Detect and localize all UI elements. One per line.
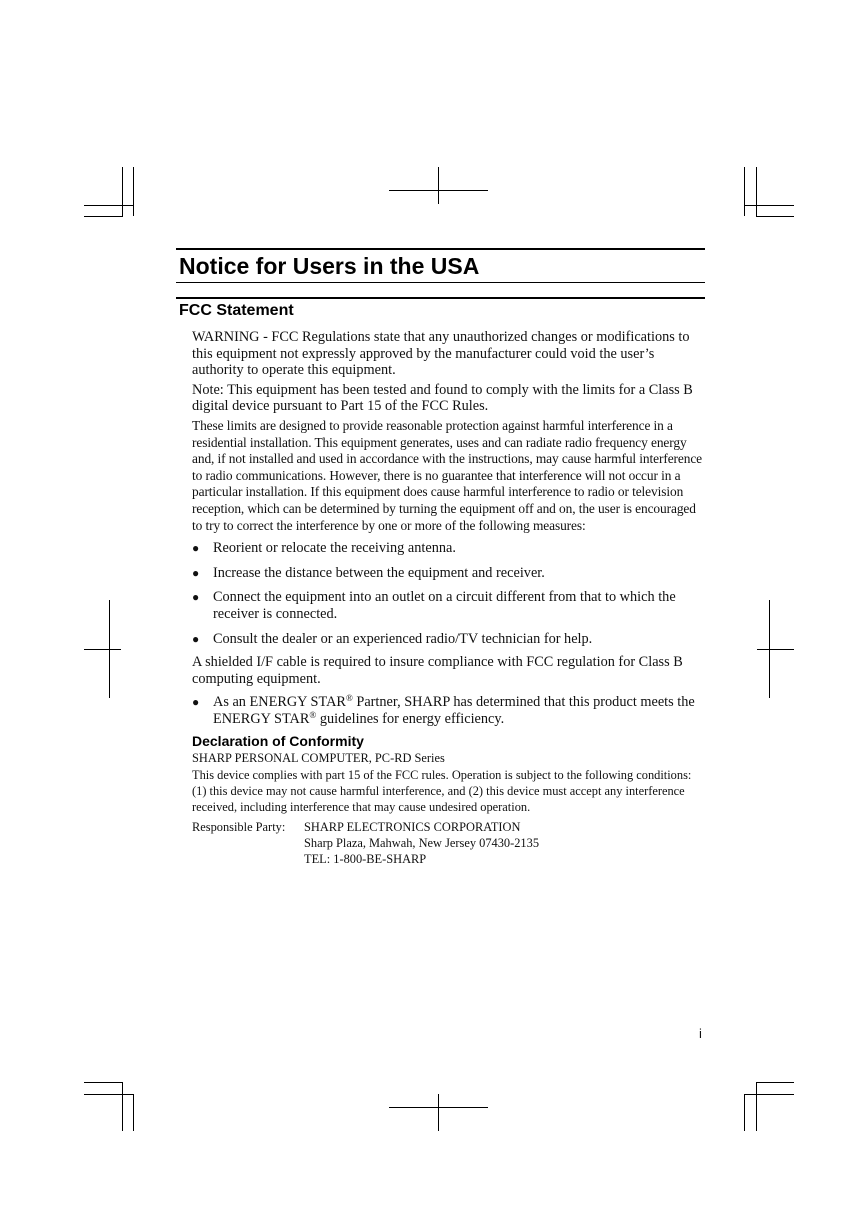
title-bottom-rule [176, 282, 705, 283]
list-item [192, 565, 704, 582]
list-item [192, 589, 704, 622]
list-item-text: Consult the dealer or an experienced radio/TV technician for help. [213, 630, 593, 647]
measures-list [192, 540, 704, 647]
section-rule [176, 297, 705, 299]
list-item-text: Reorient or relocate the receiving antenna. [213, 540, 456, 557]
bullet-icon: ● [192, 695, 200, 710]
warning-paragraph: WARNING - FCC Regulations state that any unauthorized changes or modifications to this equipment not expressly approved by the manufacturer could void the user’s authority to operate this equipment. [192, 329, 690, 379]
title-top-rule [176, 248, 705, 250]
list-item [192, 540, 704, 557]
responsible-party-label: Responsible Party: [192, 819, 286, 834]
list-item-text: Connect the equipment into an outlet on a circuit different from that to which the receiver is connected. [213, 589, 676, 622]
responsible-party [192, 819, 704, 868]
registered-mark: ® [345, 693, 353, 704]
limits-paragraph: These limits are designed to provide reasonable protection against harmful interference in a residential installation. This equipment generates, uses and can radiate radio frequency energy and, if not installed and used in accordance with the instructions, may cause harmful interference to radio communications. However, there is no guarantee that interference will not occur in a particular installation. If this equipment does cause harmful interference to radio or television reception, which can be determined by turning the equipment off and on, the user is encouraged to try to correct the interference by one or more of the following measures: [192, 417, 703, 533]
bullet-icon: ● [192, 565, 200, 580]
shielded-cable-paragraph: A shielded I/F cable is required to insure compliance with FCC regulation for Class B computing equipment. [192, 654, 683, 687]
energy-star-text-1: As an ENERGY STAR [213, 694, 346, 711]
party-tel: TEL: 1-800-BE-SHARP [304, 852, 427, 867]
conformity-heading: Declaration of Conformity [192, 733, 364, 750]
list-item [192, 631, 704, 648]
bullet-icon: ● [192, 590, 200, 605]
energy-star-text-3: guidelines for energy efficiency. [316, 710, 505, 727]
conformity-product: SHARP PERSONAL COMPUTER, PC-RD Series [192, 751, 445, 766]
energy-star-text-2: Partner, SHARP has determined that this product meets the ENERGY STAR [213, 694, 695, 727]
responsible-party-details [304, 819, 539, 868]
page-number: i [699, 1026, 702, 1041]
energy-star-list [192, 694, 704, 727]
registered-mark: ® [309, 709, 317, 720]
conformity-statement: This device complies with part 15 of the FCC rules. Operation is subject to the following conditions:(1) this device may not cause harmful interference, and (2) this device must accept any interference received, including interference that may cause undesired operation. [192, 767, 692, 815]
bullet-icon: ● [192, 541, 200, 556]
party-name: SHARP ELECTRONICS CORPORATION [304, 819, 521, 834]
body-content [192, 329, 704, 868]
page-title: Notice for Users in the USA [179, 253, 480, 279]
bullet-icon: ● [192, 631, 200, 646]
list-item-text: Increase the distance between the equipment and receiver. [213, 564, 545, 581]
list-item [192, 694, 704, 727]
party-address: Sharp Plaza, Mahwah, New Jersey 07430-2135 [304, 835, 540, 850]
note-paragraph: Note: This equipment has been tested and found to comply with the limits for a Class B digital device pursuant to Part 15 of the FCC Rules. [192, 381, 693, 415]
section-heading: FCC Statement [179, 302, 294, 319]
